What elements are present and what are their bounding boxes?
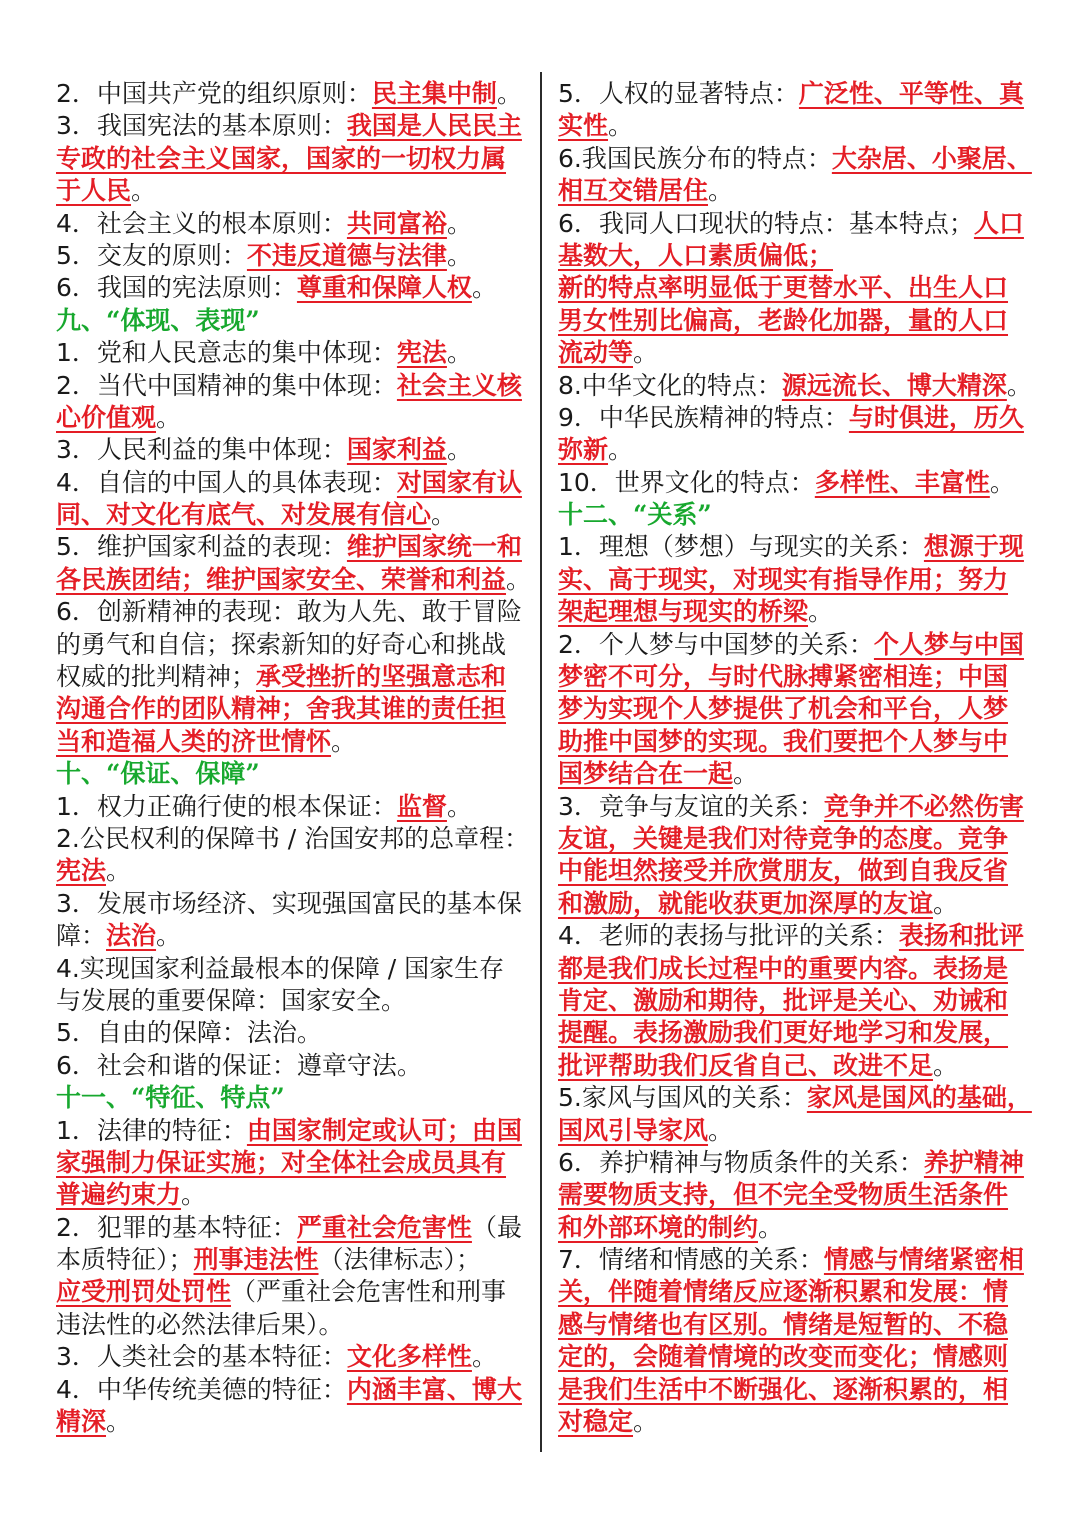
plain-text: 3．人民利益的集中体现： (56, 435, 347, 465)
key-answer-text: 与时俱进，历久 (848, 402, 1024, 432)
key-answer-text: 批评帮助我们反省自己、改进不足 (558, 1050, 934, 1080)
key-answer-text: 对国家有认 (396, 467, 522, 497)
key-answer-text: 心价值观 (56, 402, 157, 432)
key-answer-text: 架起理想与现实的桥梁 (558, 597, 809, 627)
plain-text: 6.我国民族分布的特点： (558, 143, 832, 173)
key-answer-text: 不违反道德与法律 (246, 240, 447, 270)
key-answer-text: 实、高于现实，对现实有指导作用；努力 (558, 564, 1009, 594)
left-column (56, 78, 532, 1438)
text-line (56, 1050, 528, 1082)
key-answer-text: 需要物质支持，但不完全受物质生活条件 (558, 1180, 1009, 1210)
plain-text: 1．理想（梦想）与现实的关系： (558, 532, 924, 562)
key-answer-text: 梦为实现个人梦提供了机会和平台，人梦 (558, 694, 1009, 724)
key-answer-text: 维护国家统一和 (346, 532, 522, 562)
key-answer-text: 家强制力保证实施；对全体社会成员具有 (56, 1147, 507, 1177)
plain-text: 。 (181, 1180, 207, 1210)
key-answer-text: 大杂居、小聚居、 (831, 143, 1032, 173)
key-answer-text: 基数大，人口素质偏低； (558, 240, 834, 270)
text-line (558, 175, 1028, 207)
plain-text: 。 (156, 921, 182, 951)
text-line (56, 629, 528, 661)
plain-text: 。 (633, 338, 659, 368)
text-line (56, 1309, 528, 1341)
key-answer-text: 法治 (106, 921, 157, 951)
key-answer-text: 国风引导家风 (558, 1115, 709, 1145)
key-answer-text: 严重社会危害性 (296, 1212, 472, 1242)
text-line (56, 78, 528, 110)
plain-text: 。 (758, 1212, 784, 1242)
plain-text: 。 (933, 1050, 959, 1080)
key-answer-text: 国家利益 (346, 435, 447, 465)
plain-text: 。 (471, 1342, 497, 1372)
text-line (56, 855, 528, 887)
plain-text: （严重社会危害性和刑事 (231, 1277, 507, 1307)
text-line (558, 1115, 1028, 1147)
text-line (56, 758, 528, 790)
text-line (56, 1374, 528, 1406)
text-line (558, 1212, 1028, 1244)
text-line (56, 240, 528, 272)
text-line (558, 1276, 1028, 1308)
key-answer-text: 宪法 (56, 856, 107, 886)
plain-text: 。 (1006, 370, 1032, 400)
key-answer-text: 专政的社会主义国家，国家的一切权力属 (56, 143, 507, 173)
plain-text: 。 (446, 240, 472, 270)
plain-text: 。 (446, 208, 472, 238)
text-line (558, 1309, 1028, 1341)
key-answer-text: 当和造福人类的济世情怀 (56, 726, 332, 756)
key-answer-text: 个人梦与中国 (873, 629, 1024, 659)
text-line (56, 1179, 528, 1211)
plain-text: 3．我国宪法的基本原则： (56, 111, 347, 141)
plain-text: 6．社会和谐的保证：遵章守法。 (56, 1050, 422, 1080)
key-answer-text: 想源于现 (923, 532, 1024, 562)
plain-text: 。 (708, 1115, 734, 1145)
plain-text: 。 (106, 1407, 132, 1437)
plain-text: 的勇气和自信；探索新知的好奇心和挑战 (56, 629, 507, 659)
text-line (558, 1244, 1028, 1276)
text-line (56, 791, 528, 823)
text-line (56, 1341, 528, 1373)
text-line (56, 272, 528, 304)
key-answer-text: 人口 (973, 208, 1024, 238)
plain-text: 障： (56, 921, 107, 951)
plain-text: 5．自由的保障：法治。 (56, 1018, 322, 1048)
plain-text: 3．人类社会的基本特征： (56, 1342, 347, 1372)
plain-text: 。 (633, 1407, 659, 1437)
text-line (558, 661, 1028, 693)
key-answer-text: 男女性别比偏高，老龄化加器，量的人口 (558, 305, 1009, 335)
text-line (558, 1017, 1028, 1049)
text-line (56, 1276, 528, 1308)
key-answer-text: 中能坦然接受并欣赏朋友，做到自我反省 (558, 856, 1009, 886)
key-answer-text: 于人民 (56, 176, 132, 206)
key-answer-text: 刑事违法性 (193, 1245, 319, 1275)
text-line (558, 1082, 1032, 1114)
plain-text: 2．犯罪的基本特征： (56, 1212, 297, 1242)
text-line (558, 337, 1028, 369)
plain-text: 4．自信的中国人的具体表现： (56, 467, 397, 497)
key-answer-text: 和激励，就能收获更加深厚的友谊 (558, 888, 934, 918)
key-answer-text: 竞争并不必然伤害 (823, 791, 1024, 821)
text-line (56, 596, 528, 628)
key-answer-text: 民主集中制 (371, 79, 497, 108)
key-answer-text: 助推中国梦的实现。我们要把个人梦与中 (558, 726, 1009, 756)
column-divider (540, 72, 542, 1452)
text-line (56, 143, 528, 175)
plain-text: 。 (733, 759, 759, 789)
text-line (558, 305, 1028, 337)
text-line (56, 888, 528, 920)
key-answer-text: 友谊，关键是我们对待竞争的态度。竞争 (558, 823, 1009, 853)
plain-text: 。 (131, 176, 157, 206)
text-line (558, 434, 1028, 466)
section-heading: 十一、“特征、特点” (56, 1083, 285, 1113)
text-line (56, 434, 528, 466)
text-line (558, 143, 1032, 175)
key-answer-text: 共同富裕 (346, 208, 447, 238)
plain-text: 。 (156, 402, 182, 432)
section-heading: 九、“体现、表现” (56, 305, 260, 335)
text-line (558, 110, 1028, 142)
key-answer-text: 提醒。表扬激励我们更好地学习和发展， (558, 1018, 1009, 1048)
plain-text: 6．我同人口现状的特点：基本特点； (558, 208, 974, 238)
text-line (558, 272, 1028, 304)
text-line (56, 467, 528, 499)
key-answer-text: 精深 (56, 1407, 107, 1437)
text-line (558, 953, 1028, 985)
text-line (558, 855, 1028, 887)
section-heading: 十、“保证、保障” (56, 759, 260, 789)
plain-text: 3．竞争与友谊的关系： (558, 791, 824, 821)
text-line (56, 531, 528, 563)
text-line (56, 953, 528, 985)
text-line (558, 467, 1028, 499)
key-answer-text: 是我们生活中不断强化、逐渐积累的，相 (558, 1374, 1009, 1404)
key-answer-text: 家风是国风的基础， (806, 1083, 1032, 1113)
plain-text: 。 (708, 176, 734, 206)
right-column (558, 78, 1032, 1438)
text-line (56, 499, 528, 531)
plain-text: 权威的批判精神； (56, 662, 257, 692)
key-answer-text: 感与情绪也有区别。情绪是短暂的、不稳 (558, 1309, 1009, 1339)
text-line (558, 888, 1028, 920)
text-line (56, 402, 528, 434)
text-line (558, 1406, 1028, 1438)
text-line (56, 208, 528, 240)
text-line (56, 1406, 528, 1438)
key-answer-text: 承受挫折的坚强意志和 (256, 662, 507, 692)
plain-text: 。 (446, 338, 472, 368)
key-answer-text: 都是我们成长过程中的重要内容。表扬是 (558, 953, 1009, 983)
key-answer-text: 弥新 (558, 435, 609, 465)
plain-text: 。 (431, 500, 457, 530)
text-line (558, 758, 1028, 790)
key-answer-text: 文化多样性 (346, 1342, 472, 1372)
plain-text: 5.家风与国风的关系： (558, 1083, 807, 1113)
text-line (558, 726, 1028, 758)
plain-text: 6．创新精神的表现：敢为人先、敢于冒险 (56, 597, 522, 627)
key-answer-text: 定的，会随着情境的改变而变化；情感则 (558, 1342, 1009, 1372)
text-line (56, 564, 532, 596)
key-answer-text: 社会主义核 (396, 370, 522, 400)
plain-text: 4.实现国家利益最根本的保障 / 国家生存 (56, 953, 505, 983)
section-heading: 十二、“关系” (558, 500, 712, 530)
plain-text: 4．社会主义的根本原则： (56, 208, 347, 238)
text-line (56, 175, 528, 207)
plain-text: 。 (331, 726, 357, 756)
plain-text: 5．维护国家利益的表现： (56, 532, 347, 562)
key-answer-text: 关，伴随着情绪反应逐渐积累和发展：情 (558, 1277, 1009, 1307)
text-line (558, 1341, 1028, 1373)
key-answer-text: 新的特点率明显低于更替水平、出生人口 (558, 273, 1009, 303)
key-answer-text: 情感与情绪紧密相 (823, 1245, 1024, 1275)
text-line (56, 1017, 528, 1049)
plain-text: 与发展的重要保障：国家安全。 (56, 985, 407, 1015)
plain-text: 2.公民权利的保障书 / 治国安邦的总章程： (56, 823, 530, 853)
text-line (56, 110, 528, 142)
plain-text: 2．中国共产党的组织原则： (56, 79, 372, 108)
key-answer-text: 尊重和保障人权 (296, 273, 472, 303)
text-line (558, 823, 1028, 855)
text-line (56, 1082, 528, 1114)
plain-text: 3．发展市场经济、实现强国富民的基本保 (56, 888, 522, 918)
text-line (558, 370, 1032, 402)
text-line (56, 370, 528, 402)
plain-text: 本质特征）； (56, 1245, 194, 1275)
text-line (56, 920, 528, 952)
plain-text: （法律标志）； (318, 1245, 482, 1275)
text-line (558, 629, 1028, 661)
plain-text: 。 (989, 467, 1015, 497)
plain-text: 。 (446, 435, 472, 465)
plain-text: 。 (446, 791, 472, 821)
text-line (56, 305, 528, 337)
text-line (558, 985, 1028, 1017)
key-answer-text: 相互交错居住 (558, 176, 709, 206)
plain-text: 2．当代中国精神的集中体现： (56, 370, 397, 400)
key-answer-text: 广泛性、平等性、真 (798, 79, 1024, 108)
key-answer-text: 梦密不可分，与时代脉搏紧密相连；中国 (558, 662, 1009, 692)
key-answer-text: 由国家制定或认可；由国 (246, 1115, 522, 1145)
text-line (558, 564, 1028, 596)
key-answer-text: 实性 (558, 111, 609, 141)
text-line (56, 1244, 528, 1276)
plain-text: 。 (608, 435, 634, 465)
plain-text: 。 (506, 564, 532, 594)
plain-text: 6．养护精神与物质条件的关系： (558, 1147, 924, 1177)
key-answer-text: 应受刑罚处罚性 (56, 1277, 232, 1307)
key-answer-text: 同、对文化有底气、对发展有信心 (56, 500, 432, 530)
text-line (558, 240, 1028, 272)
plain-text: 6．我国的宪法原则： (56, 273, 297, 303)
plain-text: 1．法律的特征： (56, 1115, 247, 1145)
key-answer-text: 养护精神 (923, 1147, 1024, 1177)
key-answer-text: 和外部环境的制约 (558, 1212, 759, 1242)
key-answer-text: 国梦结合在一起 (558, 759, 734, 789)
plain-text: 1．权力正确行使的根本保证： (56, 791, 397, 821)
text-line (558, 402, 1028, 434)
key-answer-text: 各民族团结；维护国家安全、荣誉和利益 (56, 564, 507, 594)
plain-text: 1．党和人民意志的集中体现： (56, 338, 397, 368)
text-line (56, 726, 528, 758)
key-answer-text: 表扬和批评 (898, 921, 1024, 951)
key-answer-text: 普遍约束力 (56, 1180, 182, 1210)
text-line (558, 920, 1028, 952)
text-line (558, 1050, 1028, 1082)
text-line (558, 78, 1028, 110)
plain-text: 9．中华民族精神的特点： (558, 402, 849, 432)
plain-text: 5．人权的显著特点： (558, 79, 799, 108)
text-line (558, 791, 1028, 823)
plain-text: 4．中华传统美德的特征： (56, 1374, 347, 1404)
plain-text: 7．情绪和情感的关系： (558, 1245, 824, 1275)
plain-text: 违法性的必然法律后果）。 (56, 1309, 344, 1339)
plain-text: 。 (608, 111, 634, 141)
text-line (56, 661, 528, 693)
text-line (56, 693, 528, 725)
text-line (56, 985, 528, 1017)
key-answer-text: 内涵丰富、博大 (346, 1374, 522, 1404)
key-answer-text: 我国是人民民主 (346, 111, 522, 141)
plain-text: 。 (106, 856, 132, 886)
text-line (558, 208, 1028, 240)
plain-text: 10．世界文化的特点： (558, 467, 815, 497)
key-answer-text: 肯定、激励和期待，批评是关心、劝诫和 (558, 985, 1009, 1015)
text-line (56, 1212, 528, 1244)
plain-text: 4．老师的表扬与批评的关系： (558, 921, 899, 951)
key-answer-text: 流动等 (558, 338, 634, 368)
text-line (558, 1374, 1028, 1406)
text-line (558, 1147, 1028, 1179)
text-line (56, 337, 528, 369)
text-line (558, 1179, 1028, 1211)
text-line (558, 499, 1028, 531)
key-answer-text: 多样性、丰富性 (814, 467, 990, 497)
plain-text: 。 (808, 597, 834, 627)
text-line (56, 823, 528, 855)
plain-text: 8.中华文化的特点： (558, 370, 782, 400)
key-answer-text: 沟通合作的团队精神；舍我其谁的责任担 (56, 694, 507, 724)
plain-text: 。 (496, 79, 522, 108)
plain-text: 。 (933, 888, 959, 918)
plain-text: 。 (471, 273, 497, 303)
plain-text: （最 (471, 1212, 522, 1242)
key-answer-text: 宪法 (396, 338, 447, 368)
text-line (56, 1115, 528, 1147)
plain-text: 2．个人梦与中国梦的关系： (558, 629, 874, 659)
key-answer-text: 监督 (396, 791, 447, 821)
text-line (56, 1147, 528, 1179)
text-line (558, 693, 1028, 725)
text-line (558, 596, 1028, 628)
key-answer-text: 源远流长、博大精深 (781, 370, 1007, 400)
plain-text: 5．交友的原则： (56, 240, 247, 270)
key-answer-text: 对稳定 (558, 1407, 634, 1437)
text-line (558, 531, 1028, 563)
